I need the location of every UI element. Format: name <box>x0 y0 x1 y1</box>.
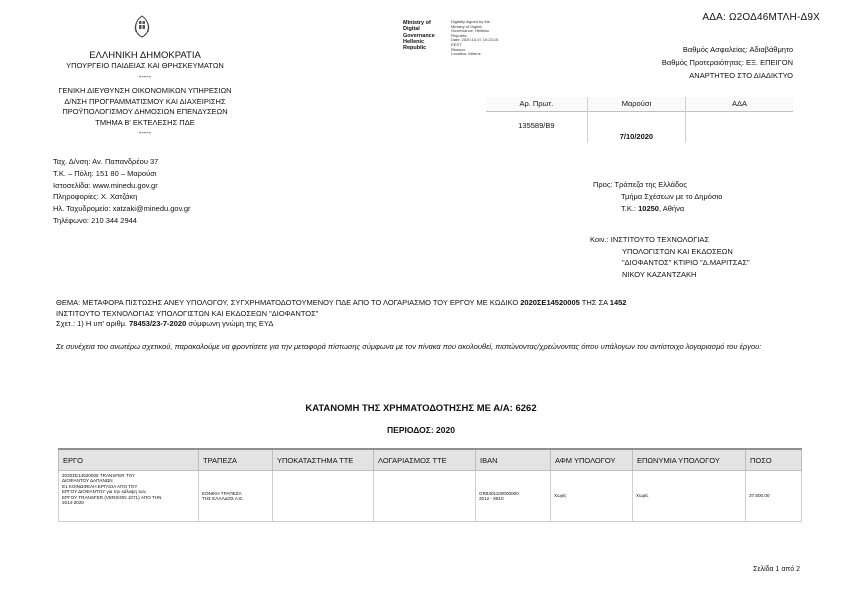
column-header-branch: ΥΠΟΚΑΤΑΣΤΗΜΑ ΤΤΕ <box>273 449 374 471</box>
protocol-number-header: Αρ. Πρωτ. <box>519 99 554 109</box>
signature-line: Digitally signed by the <box>451 19 490 24</box>
column-header-bank: ΤΡΑΠΕΖΑ <box>199 449 273 471</box>
republic-title: ΕΛΛΗΝΙΚΗ ΔΗΜΟΚΡΑΤΙΑ <box>89 50 201 61</box>
signature-line: Ministry of Digital <box>451 23 482 29</box>
protocol-ada-header: ΑΔΑ <box>686 97 793 111</box>
security-level: Βαθμός Ασφαλείας: Αδιαβάθμητο <box>682 45 793 54</box>
signature-line: Location: Athens <box>451 51 481 57</box>
page-number: Σελίδα 1 από 2 <box>753 566 800 573</box>
branch-cell <box>273 471 374 522</box>
protocol-number: 135589/Β9 <box>518 120 555 130</box>
greek-coat-of-arms-icon <box>131 14 153 38</box>
publish-online-note: ΑΝΑΡΤΗΤΕΟ ΣΤΟ ΔΙΑΔΙΚΤΥΟ <box>689 71 793 80</box>
protocol-value-row <box>486 111 793 143</box>
bank-cell <box>199 471 273 522</box>
cc-line <box>590 234 810 246</box>
info-person: Πληροφορίες: Χ. Χατζάκη <box>53 192 138 202</box>
table-row <box>59 471 802 522</box>
signer-line: Hellenic Republic <box>403 38 427 52</box>
signature-line: Republic <box>451 32 467 38</box>
protocol-date: 7/10/2020 <box>587 111 685 143</box>
subject-line <box>56 298 801 309</box>
project-code: 2020ΣΕ14520005 <box>520 298 580 307</box>
subject-line: ΙΝΣΤΙΤΟΥΤΟ ΤΕΧΝΟΛΟΓΙΑΣ ΥΠΟΛΟΓΙΣΤΩΝ ΚΑΙ ΕΚΔΟΣΕΩΝ "ΔΙΟΦΑΝΤΟΣ" <box>56 308 319 318</box>
department-line: Δ/ΝΣΗ ΠΡΟΓΡΑΜΜΑΤΙΣΜΟΥ ΚΑΙ ΔΙΑΧΕΙΡΙΣΗΣ <box>64 96 226 106</box>
website: Ιστοσελίδα: www.minedu.gov.gr <box>53 180 158 190</box>
signature-details <box>451 20 517 57</box>
postal-prefix: Τ.Κ.: <box>621 204 639 213</box>
column-header-amount: ΠΟΣΟ <box>746 449 802 471</box>
allocation-table <box>58 448 802 522</box>
subject-block <box>56 298 801 330</box>
separator: ----- <box>138 71 152 81</box>
amount-cell: 37.500,00 <box>746 471 802 522</box>
signature-line: Date: 2020.10.07 10:23:15 <box>451 37 499 43</box>
cc-label: Κοιν.: <box>590 235 609 244</box>
bank-line: ΕΘΝΙΚΗ ΤΡΑΠΕΖΑ <box>202 490 242 496</box>
postal-code-value: 10250 <box>638 204 659 213</box>
signature-line: Reason: <box>451 46 466 52</box>
signer-name <box>403 20 447 51</box>
address: Ταχ. Δ/νση: Αν. Παπανδρέου 37 <box>53 157 159 166</box>
department-line: ΓΕΝΙΚΗ ΔΙΕΥΘΥΝΣΗ ΟΙΚΟΝΟΜΙΚΩΝ ΥΠΗΡΕΣΙΩΝ <box>58 86 232 95</box>
project-line: Ε1 ΚΟΙΝΩΦΕΛΗ ΕΡΓΑΣΙΑ ΑΠΟ ΤΟΥ <box>62 483 138 489</box>
protocol-table <box>486 97 793 143</box>
reference-number: 78453/23-7-2020 <box>129 319 187 328</box>
signer-line: Governance <box>403 32 435 39</box>
project-line: ΔΙΟΦΑΝΤΟΥ ΔΑΠΑΝΩΝ <box>62 478 113 484</box>
subject-text: ΘΕΜΑ: ΜΕΤΑΦΟΡΑ ΠΙΣΤΩΣΗΣ ΑΝΕΥ ΥΠΟΛΟΓΟΥ, ΣΥΓΧΡΗΜΑΤΟΔΟΤΟΥΜΕΝΟΥ ΠΔΕ ΑΠΟ ΤΟ ΛΟΓΑΡΙΑΣΜΟ ΤΟΥ ΕΡΓΟΥ ΜΕ ΚΩΔΙΚΟ <box>56 298 521 307</box>
column-header-account: ΛΟΓΑΡΙΑΣΜΟΣ ΤΤΕ <box>374 449 476 471</box>
security-classification <box>560 43 793 82</box>
protocol-ada <box>686 111 793 143</box>
digital-signature-block <box>403 20 518 57</box>
project-line: ΕΡΓΟΥ TRANSFER (VERSION 1071) ΑΠΟ ΤΗΝ <box>62 494 162 500</box>
project-line: ΕΡΓΟΥ ΔΙΟΦΑΝΤΟΥ για την κάλυψη των <box>62 489 146 495</box>
payee-name-cell: Χωρίς <box>633 471 746 522</box>
cc-org: ΙΝΣΤΙΤΟΥΤΟ ΤΕΧΝΟΛΟΓΙΑΣ <box>610 235 710 244</box>
email: Ηλ. Ταχυδρομείο: xatzaki@minedu.gov.gr <box>53 204 191 214</box>
bank-line: ΤΗΣ ΕΛΛΑΔΟΣ Α.Ε. <box>202 496 244 501</box>
department-line: ΠΡΟΫΠΟΛΟΓΙΣΜΟΥ ΔΗΜΟΣΙΩΝ ΕΠΕΝΔΥΣΕΩΝ <box>62 107 228 116</box>
postal-code: Τ.Κ. – Πόλη: 151 80 – Μαρούσι <box>53 168 157 178</box>
subject-text: ΤΗΣ ΣΑ <box>579 298 610 307</box>
recipient-postal <box>593 203 803 215</box>
department-line: ΤΜΗΜΑ Β' ΕΚΤΕΛΕΣΗΣ ΠΔΕ <box>95 117 195 127</box>
project-cell <box>59 471 199 522</box>
postal-city: , Αθήνα <box>658 204 685 213</box>
contact-details <box>53 156 283 227</box>
afm-cell: Χωρίς <box>551 471 633 522</box>
iban-line: GR8401100000000 <box>479 490 519 496</box>
protocol-header-row <box>486 97 793 111</box>
cc-line: "ΔΙΟΦΑΝΤΟΣ" ΚΤΙΡΙΟ "Δ.ΜΑΡΙΤΣΑΣ" <box>622 258 750 267</box>
reference-prefix: Σχετ.: 1) Η υπ' αριθμ. <box>56 319 130 328</box>
cc-line: ΥΠΟΛΟΓΙΣΤΩΝ ΚΑΙ ΕΚΔΟΣΕΩΝ <box>622 246 733 256</box>
recipient-block <box>593 179 803 215</box>
column-header-project: ΕΡΓΟ <box>59 449 199 471</box>
issuer-header <box>40 50 250 139</box>
column-header-name: ΕΠΩΝΥΜΙΑ ΥΠΟΛΟΓΟΥ <box>633 449 746 471</box>
protocol-place-header: Μαρούσι <box>587 97 685 111</box>
iban-cell <box>476 471 551 522</box>
cc-line: ΝΙΚΟΥ ΚΑΖΑΝΤΖΑΚΗ <box>622 269 697 279</box>
reference-suffix: σύμφωνη γνώμη της ΕΥΔ <box>186 319 274 328</box>
reference-line <box>56 319 801 330</box>
table-header-row <box>59 449 802 471</box>
signature-line: EEST <box>451 41 462 47</box>
project-line: 2014-2020 <box>62 500 84 506</box>
ada-number: ΑΔΑ: Ω2ΟΔ46ΜΤΛΗ-Δ9Χ <box>702 12 820 23</box>
body-paragraph: Σε συνέχεια του ανωτέρω σχετικού, παρακαλούμε να φροντίσετε για την μεταφορά πίστωσης σύμφωνα με τον πίνακα που ακολουθεί, πιστώνοντας/χρεώνοντας όπου υπάλογων του αντίστοιχο λογαριασμό του έργου: <box>56 342 762 351</box>
column-header-iban: IBAN <box>476 449 551 471</box>
project-line: 2020ΣΕ14520005 TRANSFER ΤΟΥ <box>62 473 136 478</box>
phone: Τηλέφωνο: 210 344 2944 <box>53 215 137 225</box>
account-cell <box>374 471 476 522</box>
recipient-department: Τμήμα Σχέσεων με το Δημόσιο <box>621 192 723 201</box>
column-header-afm: ΑΦΜ ΥΠΟΛΟΓΟΥ <box>551 449 633 471</box>
sa-code: 1452 <box>609 298 627 307</box>
iban-line: 2012 - 8810 <box>479 496 504 501</box>
signature-line: Governance, Hellenic <box>451 28 490 34</box>
ministry-title: ΥΠΟΥΡΓΕΙΟ ΠΑΙΔΕΙΑΣ ΚΑΙ ΘΡΗΣΚΕΥΜΑΤΩΝ <box>66 61 224 70</box>
cc-block <box>590 234 810 280</box>
signer-line: Ministry of Digital <box>403 20 431 33</box>
recipient-name: Προς: Τράπεζα της Ελλάδος <box>593 180 687 189</box>
separator: ----- <box>138 128 152 137</box>
priority-level: Βαθμός Προτεραιότητας: ΕΞ. ΕΠΕΙΓΟΝ <box>661 58 793 67</box>
allocation-title: ΚΑΤΑΝΟΜΗ ΤΗΣ ΧΡΗΜΑΤΟΔΟΤΗΣΗΣ ΜΕ Α/Α: 6262 <box>305 403 537 414</box>
allocation-period: ΠΕΡΙΟΔΟΣ: 2020 <box>387 425 455 435</box>
